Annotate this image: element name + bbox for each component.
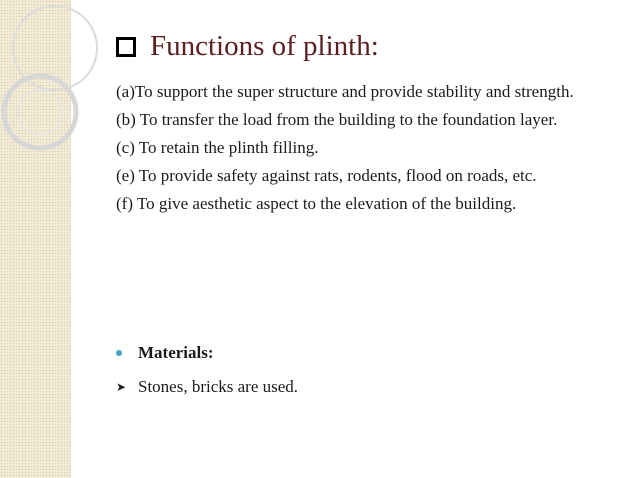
checkbox-bullet-icon [116,37,136,57]
materials-heading [116,341,626,365]
band-divider [70,0,71,478]
list-item: (b) To transfer the load from the building to the foundation layer. [116,110,558,129]
list-item: (f) To give aesthetic aspect to the elevation of the building. [116,194,517,213]
title-text: Functions of plinth: [150,29,379,62]
arrow-bullet-icon: ➤ [116,380,127,394]
decorative-band [0,0,70,478]
materials-section [116,341,626,409]
list-item: (c) To retain the plinth filling. [116,138,319,157]
list-item: (e) To provide safety against rats, rodents, flood on roads, etc. [116,166,537,185]
materials-item [116,375,626,399]
list-item: (a)To support the super structure and provide stability and strength. [116,82,574,101]
materials-label: Materials: [138,343,214,362]
functions-list [116,80,626,220]
page-title [116,20,379,72]
materials-text: Stones, bricks are used. [138,377,299,396]
bullet-dot-icon [116,350,122,356]
